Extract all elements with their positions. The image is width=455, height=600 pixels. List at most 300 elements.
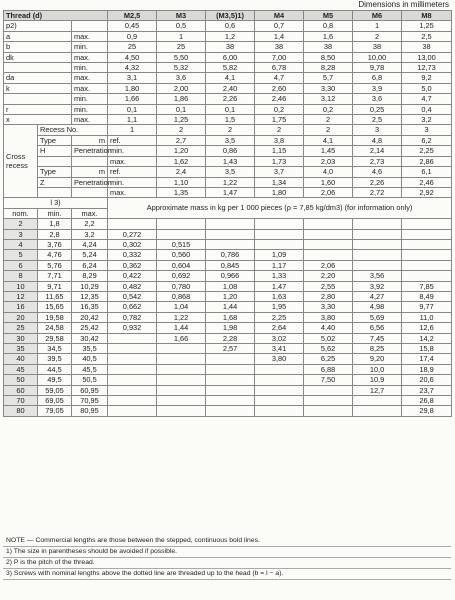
nominal-length: 40 xyxy=(4,354,38,364)
recess-value: 6,2 xyxy=(402,135,452,145)
dimension-value: 1 xyxy=(157,31,206,41)
dimension-value: 3,9 xyxy=(353,83,402,93)
dimension-value: 2,60 xyxy=(255,83,304,93)
mass-value xyxy=(304,396,353,406)
mass-value: 1,44 xyxy=(206,302,255,312)
mass-value xyxy=(402,219,452,229)
mass-value: 0,422 xyxy=(108,271,157,281)
mass-value xyxy=(353,229,402,239)
dimension-row xyxy=(4,21,452,31)
mass-value: 3,41 xyxy=(255,344,304,354)
mass-value: 1,08 xyxy=(206,281,255,291)
dimension-row xyxy=(4,83,452,93)
dimension-value: 12,73 xyxy=(402,63,452,73)
mass-value xyxy=(402,229,452,239)
dimension-value: 0,1 xyxy=(157,104,206,114)
length-min: 34,5 xyxy=(38,344,72,354)
length-max: 16,35 xyxy=(72,302,108,312)
length-max: 50,5 xyxy=(72,375,108,385)
dimension-value: 38 xyxy=(353,42,402,52)
dimension-value: 2,46 xyxy=(255,94,304,104)
mass-value xyxy=(157,375,206,385)
length-max: 80,95 xyxy=(72,406,108,416)
recess-value: 1,43 xyxy=(206,156,255,166)
recess-measure-label xyxy=(72,187,108,197)
dimension-symbol: da xyxy=(4,73,72,83)
dimension-value: 1,1 xyxy=(108,115,157,125)
recess-value: 2,92 xyxy=(402,187,452,197)
length-row xyxy=(4,239,452,249)
recess-measure-label xyxy=(72,156,108,166)
dimension-value: 38 xyxy=(304,42,353,52)
footnote-3: 3) Screws with nominal lengths above the dotted line are threaded up to the head (b = l − a). xyxy=(3,569,451,580)
header-row xyxy=(4,11,452,21)
mass-value: 0,786 xyxy=(206,250,255,260)
mass-value xyxy=(206,385,255,395)
mass-value xyxy=(108,364,157,374)
recess-value: 0,86 xyxy=(206,146,255,156)
mass-value: 6,56 xyxy=(353,323,402,333)
max-label: max. xyxy=(72,208,108,218)
recess-h-row xyxy=(4,146,452,156)
mass-value: 1,63 xyxy=(255,291,304,301)
mass-value: 0,542 xyxy=(108,291,157,301)
mass-value: 18,9 xyxy=(402,364,452,374)
nominal-length-header: l 3) xyxy=(4,198,108,208)
mass-value: 4,27 xyxy=(353,291,402,301)
size-header: (M3,5)1) xyxy=(206,11,255,21)
dimension-value: 0,9 xyxy=(108,31,157,41)
mass-value xyxy=(108,354,157,364)
size-header: M5 xyxy=(304,11,353,21)
mass-value: 2,55 xyxy=(304,281,353,291)
nominal-length: 4 xyxy=(4,239,38,249)
dimension-symbol: k xyxy=(4,83,72,93)
dimension-symbol: x xyxy=(4,115,72,125)
mass-value xyxy=(108,396,157,406)
length-row xyxy=(4,302,452,312)
mass-value xyxy=(353,219,402,229)
dimension-value: 38 xyxy=(255,42,304,52)
dimension-value: 1,4 xyxy=(255,31,304,41)
mass-value: 3,92 xyxy=(353,281,402,291)
dimension-value: 4,7 xyxy=(402,94,452,104)
recess-measure-label: m xyxy=(72,167,108,177)
length-max: 20,42 xyxy=(72,312,108,322)
size-header: M4 xyxy=(255,11,304,21)
cross-recess-label: Cross recess xyxy=(4,125,38,198)
nominal-length: 3 xyxy=(4,229,38,239)
mass-value xyxy=(157,354,206,364)
mass-value: 0,560 xyxy=(157,250,206,260)
mass-value: 3,56 xyxy=(353,271,402,281)
dimension-value: 25 xyxy=(157,42,206,52)
dimension-value: 0,4 xyxy=(402,104,452,114)
mass-value xyxy=(353,406,402,416)
dimension-value: 5,0 xyxy=(402,83,452,93)
mass-value xyxy=(402,271,452,281)
dimension-value: 8,50 xyxy=(304,52,353,62)
mass-value xyxy=(353,260,402,270)
length-row xyxy=(4,385,452,395)
size-header: M2,5 xyxy=(108,11,157,21)
dimension-qualifier: min. xyxy=(72,94,108,104)
mass-value xyxy=(402,250,452,260)
dimension-symbol xyxy=(4,63,72,73)
mass-value xyxy=(157,219,206,229)
dimension-value: 1,25 xyxy=(402,21,452,31)
mass-value xyxy=(108,344,157,354)
recess-value: 1,15 xyxy=(255,146,304,156)
dimension-value: 1,6 xyxy=(304,31,353,41)
length-max: 12,35 xyxy=(72,291,108,301)
length-row xyxy=(4,333,452,343)
dimension-value: 1,75 xyxy=(255,115,304,125)
dimension-value: 2,40 xyxy=(206,83,255,93)
length-row xyxy=(4,312,452,322)
mass-value: 1,95 xyxy=(255,302,304,312)
length-min: 5,76 xyxy=(38,260,72,270)
mass-value xyxy=(255,385,304,395)
length-max: 3,2 xyxy=(72,229,108,239)
dimension-value: 2,00 xyxy=(157,83,206,93)
recess-value: 4,6 xyxy=(353,167,402,177)
recess-no-value: 2 xyxy=(255,125,304,135)
mass-value xyxy=(157,406,206,416)
mass-value: 0,482 xyxy=(108,281,157,291)
recess-value: 1,34 xyxy=(255,177,304,187)
mass-value: 0,692 xyxy=(157,271,206,281)
dimension-value: 8,28 xyxy=(304,63,353,73)
mass-value xyxy=(353,239,402,249)
length-max: 60,95 xyxy=(72,385,108,395)
recess-qualifier: ref. xyxy=(108,167,157,177)
dimension-value: 6,78 xyxy=(255,63,304,73)
mass-value: 2,28 xyxy=(206,333,255,343)
mass-value: 0,966 xyxy=(206,271,255,281)
nominal-length: 16 xyxy=(4,302,38,312)
dimension-value: 0,7 xyxy=(255,21,304,31)
length-max: 70,95 xyxy=(72,396,108,406)
dimension-value: 1,5 xyxy=(206,115,255,125)
dimension-qualifier xyxy=(72,21,108,31)
nominal-length: 50 xyxy=(4,375,38,385)
recess-value: 3,5 xyxy=(206,167,255,177)
mass-value xyxy=(108,406,157,416)
nominal-length: 8 xyxy=(4,271,38,281)
dimension-value: 38 xyxy=(206,42,255,52)
dimension-value: 3,1 xyxy=(108,73,157,83)
mass-value: 1,09 xyxy=(255,250,304,260)
mass-value: 12,6 xyxy=(402,323,452,333)
mass-value: 26,8 xyxy=(402,396,452,406)
recess-value: 4,8 xyxy=(353,135,402,145)
mass-value: 0,302 xyxy=(108,239,157,249)
dimension-value: 0,1 xyxy=(108,104,157,114)
recess-value: 1,10 xyxy=(157,177,206,187)
mass-value xyxy=(157,385,206,395)
mass-value: 2,80 xyxy=(304,291,353,301)
nominal-length: 60 xyxy=(4,385,38,395)
recess-no-value: 2 xyxy=(304,125,353,135)
mass-value: 1,98 xyxy=(206,323,255,333)
mass-value xyxy=(255,406,304,416)
dimension-qualifier: max. xyxy=(72,52,108,62)
mass-value xyxy=(108,333,157,343)
length-row xyxy=(4,344,452,354)
length-row xyxy=(4,271,452,281)
mass-value xyxy=(206,239,255,249)
dimension-value: 3,30 xyxy=(304,83,353,93)
mass-value: 1,33 xyxy=(255,271,304,281)
mass-value xyxy=(255,375,304,385)
mass-value: 8,25 xyxy=(353,344,402,354)
dimension-value: 3,6 xyxy=(353,94,402,104)
recess-value: 1,35 xyxy=(157,187,206,197)
recess-type-label xyxy=(38,156,72,166)
dimension-symbol: p2) xyxy=(4,21,72,31)
dimension-value: 1,66 xyxy=(108,94,157,104)
length-max: 25,42 xyxy=(72,323,108,333)
recess-value: 1,20 xyxy=(157,146,206,156)
recess-no-value: 1 xyxy=(108,125,157,135)
mass-value xyxy=(108,219,157,229)
length-row xyxy=(4,396,452,406)
length-min: 69,05 xyxy=(38,396,72,406)
mass-value: 0,662 xyxy=(108,302,157,312)
nominal-length: 25 xyxy=(4,323,38,333)
mass-value: 4,98 xyxy=(353,302,402,312)
mass-value: 1,47 xyxy=(255,281,304,291)
mass-value: 2,06 xyxy=(304,260,353,270)
recess-measure-label: Penetration xyxy=(72,177,108,187)
mass-value: 3,02 xyxy=(255,333,304,343)
nominal-length: 45 xyxy=(4,364,38,374)
nominal-length: 5 xyxy=(4,250,38,260)
dimension-value: 5,32 xyxy=(157,63,206,73)
dimension-symbol xyxy=(4,94,72,104)
mass-value: 1,22 xyxy=(157,312,206,322)
mass-value: 1,66 xyxy=(157,333,206,343)
mass-value: 3,30 xyxy=(304,302,353,312)
recess-value: 3,8 xyxy=(255,135,304,145)
recess-no-value: 2 xyxy=(206,125,255,135)
dimension-row xyxy=(4,104,452,114)
mass-value: 0,780 xyxy=(157,281,206,291)
recess-type-label: Type xyxy=(38,167,72,177)
recess-value: 2,72 xyxy=(353,187,402,197)
recess-value: 1,62 xyxy=(157,156,206,166)
dimension-value: 5,50 xyxy=(157,52,206,62)
mass-value: 5,62 xyxy=(304,344,353,354)
mass-value: 3,80 xyxy=(255,354,304,364)
mass-value: 2,64 xyxy=(255,323,304,333)
length-max: 35,5 xyxy=(72,344,108,354)
recess-value: 2,46 xyxy=(402,177,452,187)
dimension-value: 1,25 xyxy=(157,115,206,125)
dimension-value: 1,86 xyxy=(157,94,206,104)
dimension-row xyxy=(4,42,452,52)
dimension-value: 0,2 xyxy=(304,104,353,114)
mass-value xyxy=(206,375,255,385)
dimension-value: 2,5 xyxy=(402,31,452,41)
dimension-row xyxy=(4,73,452,83)
mass-header: Approximate mass in kg per 1 000 pieces (ρ = 7,85 kg/dm3) (for information only) xyxy=(108,198,452,219)
dimension-row xyxy=(4,94,452,104)
recess-z-row xyxy=(4,187,452,197)
length-min: 29,58 xyxy=(38,333,72,343)
dimension-row xyxy=(4,115,452,125)
mass-value: 8,49 xyxy=(402,291,452,301)
recess-value: 2,03 xyxy=(304,156,353,166)
note-commercial: NOTE — Commercial lengths are those between the stepped, continuous bold lines. xyxy=(3,536,451,547)
dimension-value: 1,80 xyxy=(108,83,157,93)
mass-value xyxy=(304,239,353,249)
mass-value: 14,2 xyxy=(402,333,452,343)
dimension-qualifier: max. xyxy=(72,73,108,83)
recess-value: 1,73 xyxy=(255,156,304,166)
dimension-value: 4,7 xyxy=(255,73,304,83)
dimension-qualifier: min. xyxy=(72,104,108,114)
length-row xyxy=(4,323,452,333)
recess-value: 2,86 xyxy=(402,156,452,166)
length-min: 59,05 xyxy=(38,385,72,395)
length-min: 1,8 xyxy=(38,219,72,229)
length-min: 79,05 xyxy=(38,406,72,416)
dimension-symbol: dk xyxy=(4,52,72,62)
mass-value: 10,9 xyxy=(353,375,402,385)
dimension-value: 3,2 xyxy=(402,115,452,125)
mass-value xyxy=(206,219,255,229)
mass-value: 0,362 xyxy=(108,260,157,270)
mass-value: 0,868 xyxy=(157,291,206,301)
dimension-value: 2 xyxy=(304,115,353,125)
dimension-value: 0,25 xyxy=(353,104,402,114)
mass-value: 6,25 xyxy=(304,354,353,364)
recess-z-row xyxy=(4,177,452,187)
mass-value xyxy=(255,219,304,229)
mass-value xyxy=(206,354,255,364)
mass-value: 7,85 xyxy=(402,281,452,291)
nominal-length: 35 xyxy=(4,344,38,354)
recess-type-label xyxy=(38,187,72,197)
length-max: 6,24 xyxy=(72,260,108,270)
mass-value xyxy=(206,229,255,239)
mass-value: 1,04 xyxy=(157,302,206,312)
mass-value xyxy=(206,406,255,416)
dimension-symbol: r xyxy=(4,104,72,114)
length-max: 5,24 xyxy=(72,250,108,260)
recess-no-row xyxy=(4,125,452,135)
dimension-value: 6,8 xyxy=(353,73,402,83)
mass-value: 2,25 xyxy=(255,312,304,322)
length-header-row xyxy=(4,198,452,208)
dimension-row xyxy=(4,31,452,41)
dimension-qualifier: min. xyxy=(72,63,108,73)
recess-qualifier: max. xyxy=(108,156,157,166)
mass-value xyxy=(255,229,304,239)
mass-value: 7,45 xyxy=(353,333,402,343)
nominal-length: 20 xyxy=(4,312,38,322)
mass-value: 3,80 xyxy=(304,312,353,322)
length-max: 30,42 xyxy=(72,333,108,343)
dimension-value: 0,5 xyxy=(157,21,206,31)
length-min: 49,5 xyxy=(38,375,72,385)
recess-value: 2,25 xyxy=(402,146,452,156)
mass-value: 1,20 xyxy=(206,291,255,301)
mass-value: 0,604 xyxy=(157,260,206,270)
recess-measure-label: m xyxy=(72,135,108,145)
mass-value: 1,17 xyxy=(255,260,304,270)
recess-value: 6,1 xyxy=(402,167,452,177)
nominal-length: 80 xyxy=(4,406,38,416)
recess-z-row xyxy=(4,167,452,177)
recess-no-label: Recess No. xyxy=(38,125,108,135)
recess-value: 2,26 xyxy=(353,177,402,187)
nominal-length: 70 xyxy=(4,396,38,406)
mass-value xyxy=(255,239,304,249)
mass-value: 11,0 xyxy=(402,312,452,322)
length-max: 10,29 xyxy=(72,281,108,291)
dimension-qualifier: max. xyxy=(72,115,108,125)
mass-value: 0,845 xyxy=(206,260,255,270)
dimension-value: 5,7 xyxy=(304,73,353,83)
dimension-value: 0,6 xyxy=(206,21,255,31)
mass-value xyxy=(304,229,353,239)
mass-value: 23,7 xyxy=(402,385,452,395)
dimension-value: 4,1 xyxy=(206,73,255,83)
recess-no-value: 2 xyxy=(157,125,206,135)
dimension-value: 13,00 xyxy=(402,52,452,62)
footnote-2: 2) P is the pitch of the thread. xyxy=(3,558,451,569)
mass-value: 1,68 xyxy=(206,312,255,322)
recess-value: 1,80 xyxy=(255,187,304,197)
mass-value: 5,69 xyxy=(353,312,402,322)
mass-value: 0,515 xyxy=(157,239,206,249)
dimension-value: 9,78 xyxy=(353,63,402,73)
mass-value: 5,02 xyxy=(304,333,353,343)
length-min: 44,5 xyxy=(38,364,72,374)
dimension-value: 9,2 xyxy=(402,73,452,83)
recess-value: 2,4 xyxy=(157,167,206,177)
recess-measure-label: Penetration xyxy=(72,146,108,156)
length-row xyxy=(4,219,452,229)
recess-type-label: Type xyxy=(38,135,72,145)
nominal-length: 2 xyxy=(4,219,38,229)
recess-qualifier: ref. xyxy=(108,135,157,145)
dimension-qualifier: min. xyxy=(72,42,108,52)
length-row xyxy=(4,229,452,239)
dimension-qualifier: max. xyxy=(72,31,108,41)
dimension-value: 1,2 xyxy=(206,31,255,41)
dimension-value: 1 xyxy=(353,21,402,31)
length-row xyxy=(4,291,452,301)
length-max: 4,24 xyxy=(72,239,108,249)
mass-value xyxy=(206,396,255,406)
dimension-value: 0,45 xyxy=(108,21,157,31)
recess-no-value: 3 xyxy=(402,125,452,135)
dimension-value: 4,32 xyxy=(108,63,157,73)
length-max: 40,5 xyxy=(72,354,108,364)
mass-value xyxy=(402,239,452,249)
dimension-row xyxy=(4,63,452,73)
length-min: 19,58 xyxy=(38,312,72,322)
dimension-value: 0,8 xyxy=(304,21,353,31)
mass-value: 15,8 xyxy=(402,344,452,354)
mass-value xyxy=(108,375,157,385)
recess-type-label: Z xyxy=(38,177,72,187)
dimension-value: 3,12 xyxy=(304,94,353,104)
